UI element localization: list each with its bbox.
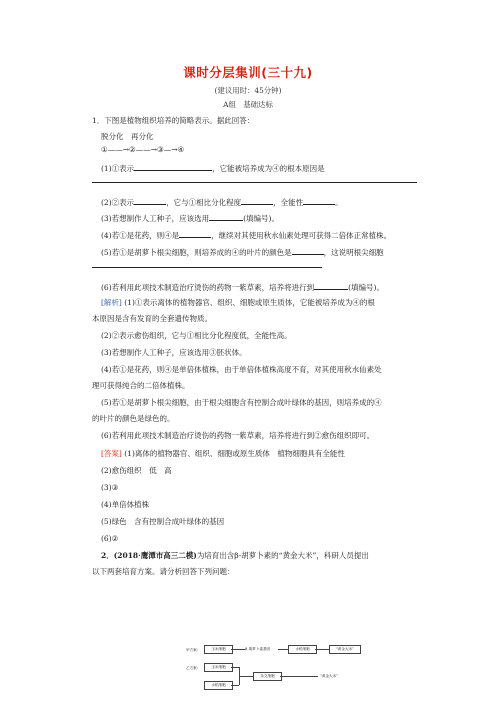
q1-part3-b: (填编号)。 [243,214,279,223]
q1-part6 [101,281,384,293]
q1-part6-b: (填编号)。 [348,283,384,292]
blank-3[interactable] [241,196,273,205]
jiexi-1a: (1)①表示离体的植物器官、组织、细胞或原生质体，它能被培养成为④的根 [124,298,375,307]
answer-tag: [答案] [101,449,122,458]
suggested-time: (建议用时：45分钟) [214,86,282,95]
q2-stem-1: 为培育出含β-胡萝卜素的“黄金大米”，科研人员提出 [196,551,369,560]
answer-3: (3)③ [101,483,119,492]
golden-rice-label-b: “黄金大米” [320,674,339,678]
jiexi-4a: (4)若①是花药，则④是单倍体植株，由于单倍体植株高度不育，对其使用秋水仙素处 [101,365,382,374]
q1-part2-b: ，它与①相比分化程度 [166,198,242,207]
blank-4[interactable] [303,196,335,205]
blank-1[interactable] [134,162,212,171]
blank-6[interactable] [179,229,211,238]
rice-cell-box-a: 水稻细胞 [288,645,317,654]
jiexi-line-1 [101,298,375,308]
jiexi-3: (3)若想制作人工种子，应该选用③胚状体。 [101,348,247,357]
q1-part2 [101,196,343,208]
q1-part1-b: ，它能被培养成为④的根本原因是 [212,164,325,173]
q1-part4-a: (4)若①是花药，则④是 [101,231,180,240]
hybrid-cell-box: 杂交细胞 [253,672,282,681]
q2-source: (2018·鹰潭市高三二模) [113,551,197,560]
answer-2: (2)愈伤组织 低 高 [101,466,172,475]
corn-cell-box-a: 玉米细胞 [204,645,233,654]
q1-part1-a: (1)①表示 [101,164,135,173]
q1-part4 [101,229,391,241]
breeding-diagram [186,645,376,703]
q1-part2-d: 。 [335,198,343,207]
jiexi-2: (2)②表示愈伤组织，它与①相比分化程度低，全能性高。 [101,331,292,340]
q1-part4-b: ，继续对其使用秋水仙素处理可获得二倍体正常植株。 [211,231,392,240]
q1-part2-a: (2)②表示 [101,198,135,207]
jiexi-5b: 的叶片的颜色是绿色的。 [92,414,175,423]
arrow-a1 [231,649,245,650]
rice-cell-box-b: 水稻细胞 [204,681,233,690]
q1-part6-a: (6)若利用此项技术制造治疗烫伤的药物一紫草素，培养将进行到 [101,283,315,292]
golden-rice-box-a: “黄金大米” [329,645,361,654]
blank-9[interactable] [314,281,348,290]
gene-label: β-胡萝卜素基因 [245,647,271,651]
blank-2[interactable] [134,196,166,205]
answer-5: (5)绿色 含有控制合成叶绿体的基因 [101,517,225,526]
blank-5[interactable] [209,212,243,221]
jiexi-1b: 本原因是含有发育的全套遗传物质。 [92,314,212,323]
answer-4: (4)单倍体植株 [101,500,150,509]
jiexi-tag: [解析] [101,298,122,307]
q2-number: 2． [101,551,114,560]
arrow-b1 [231,667,239,668]
q1-part3-a: (3)若想制作人工种子，应该选用 [101,214,210,223]
q2-line-1 [101,551,369,561]
q1-stem: 1．下图是植物组织培养的简略表示。据此回答： [92,116,255,125]
q1-flow: ①——→②——→③—→④ [101,145,185,154]
q1-part5 [101,246,384,258]
q1-part3 [101,212,279,224]
arrow-b4 [280,676,318,677]
q1-flow-labels: 脱分化 再分化 [101,132,154,141]
blank-1-line[interactable] [92,181,417,183]
answer-6: (6)② [101,534,119,543]
q2-stem-2: 以下两套培育方案。请分析回答下列问题： [92,567,235,576]
jiexi-6: (6)若利用此项技术制造治疗烫伤的药物一紫草素，培养将进行到②愈伤组织即可。 [101,431,375,440]
blank-8-line[interactable] [92,266,322,268]
blank-7[interactable] [292,246,324,255]
group-label: A组 基础达标 [223,100,273,109]
arrow-b3 [239,676,253,677]
page-title: 课时分层集训(三十九) [183,65,313,80]
q1-part1 [101,162,325,174]
plan-b-label: 乙方案: [186,666,198,670]
arrow-a2 [278,649,288,650]
q1-part5-a: (5)若①是胡萝卜根尖细胞，则培养成的④的叶片的颜色是 [101,248,292,257]
corn-cell-box-b: 玉米细胞 [204,663,233,672]
q1-part2-c: ，全能性 [273,198,304,207]
plan-a-label: 甲方案: [186,648,198,652]
arrow-b2 [231,685,239,686]
answer-line-1 [101,449,345,459]
jiexi-5a: (5)若①是胡萝卜根尖细胞，由于根尖细胞含有控制合成叶绿体的基因，则培养成的④ [101,398,382,407]
q1-part5-b: ，这说明根尖细胞 [323,248,384,257]
arrow-a3 [315,649,329,650]
jiexi-4b: 理可获得纯合的二倍体植株。 [92,381,190,390]
answer-1: (1)离体的植物器官、组织、细胞或原生质体 植物细胞具有全能性 [124,449,345,458]
